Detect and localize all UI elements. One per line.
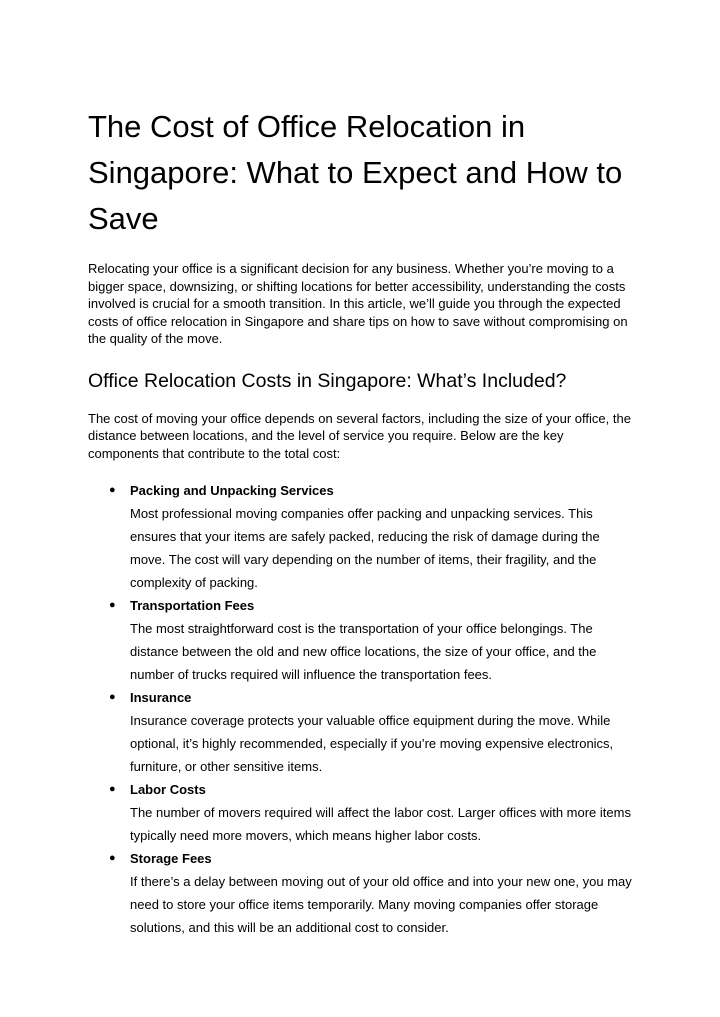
- list-item-title: Packing and Unpacking Services: [130, 483, 334, 498]
- list-item-insurance: [88, 686, 636, 778]
- list-item-text: The number of movers required will affect the labor cost. Larger offices with more items typically need more movers, which means higher labor costs.: [130, 805, 631, 843]
- list-item-text: Most professional moving companies offer packing and unpacking services. This ensures that your items are safely packed, reducing the risk of damage during the move. The cost will vary depending on the number of items, their fragility, and the complexity of packing.: [130, 506, 600, 590]
- list-item-title: Insurance: [130, 690, 192, 705]
- document-title: The Cost of Office Relocation in Singapore: What to Expect and How to Save: [88, 109, 623, 236]
- list-item-title: Storage Fees: [130, 851, 212, 866]
- document-page: [88, 104, 636, 939]
- list-item-text: If there’s a delay between moving out of your old office and into your new one, you may need to store your office items temporarily. Many moving companies offer storage solutions, and this will be an additional cost to consider.: [130, 874, 632, 935]
- list-item-title: Transportation Fees: [130, 598, 255, 613]
- bullet-icon: ●: [109, 484, 116, 496]
- list-item-storage: [88, 847, 636, 939]
- bullet-icon: ●: [109, 691, 116, 703]
- list-item-text: The most straightforward cost is the transportation of your office belongings. The distance between the old and new office locations, the size of your office, and the number of trucks required will influence the transportation fees.: [130, 621, 597, 682]
- list-item-text: Insurance coverage protects your valuable office equipment during the move. While optional, it’s highly recommended, especially if you’re moving expensive electronics, furniture, or other sensitive items.: [130, 713, 614, 774]
- list-item-labor: [88, 778, 636, 847]
- bullet-icon: ●: [109, 599, 116, 611]
- bullet-icon: ●: [109, 783, 116, 795]
- intro-paragraph: Relocating your office is a significant decision for any business. Whether you’re moving to a bigger space, downsizing, or shifting locations for better accessibility, understanding the costs involved is crucial for a smooth transition. In this article, we’ll guide you through the expected costs of office relocation in Singapore and share tips on how to save without compromising on the quality of the move.: [88, 261, 628, 346]
- section-heading: Office Relocation Costs in Singapore: What’s Included?: [88, 369, 567, 392]
- cost-components-list: [88, 479, 636, 939]
- list-item-transportation: [88, 594, 636, 686]
- list-item-packing: [88, 479, 636, 594]
- bullet-icon: ●: [109, 852, 116, 864]
- list-item-title: Labor Costs: [130, 782, 206, 797]
- section-lead-paragraph: The cost of moving your office depends on several factors, including the size of your office, the distance between locations, and the level of service you require. Below are the key components that contribute to the total cost:: [88, 410, 631, 461]
